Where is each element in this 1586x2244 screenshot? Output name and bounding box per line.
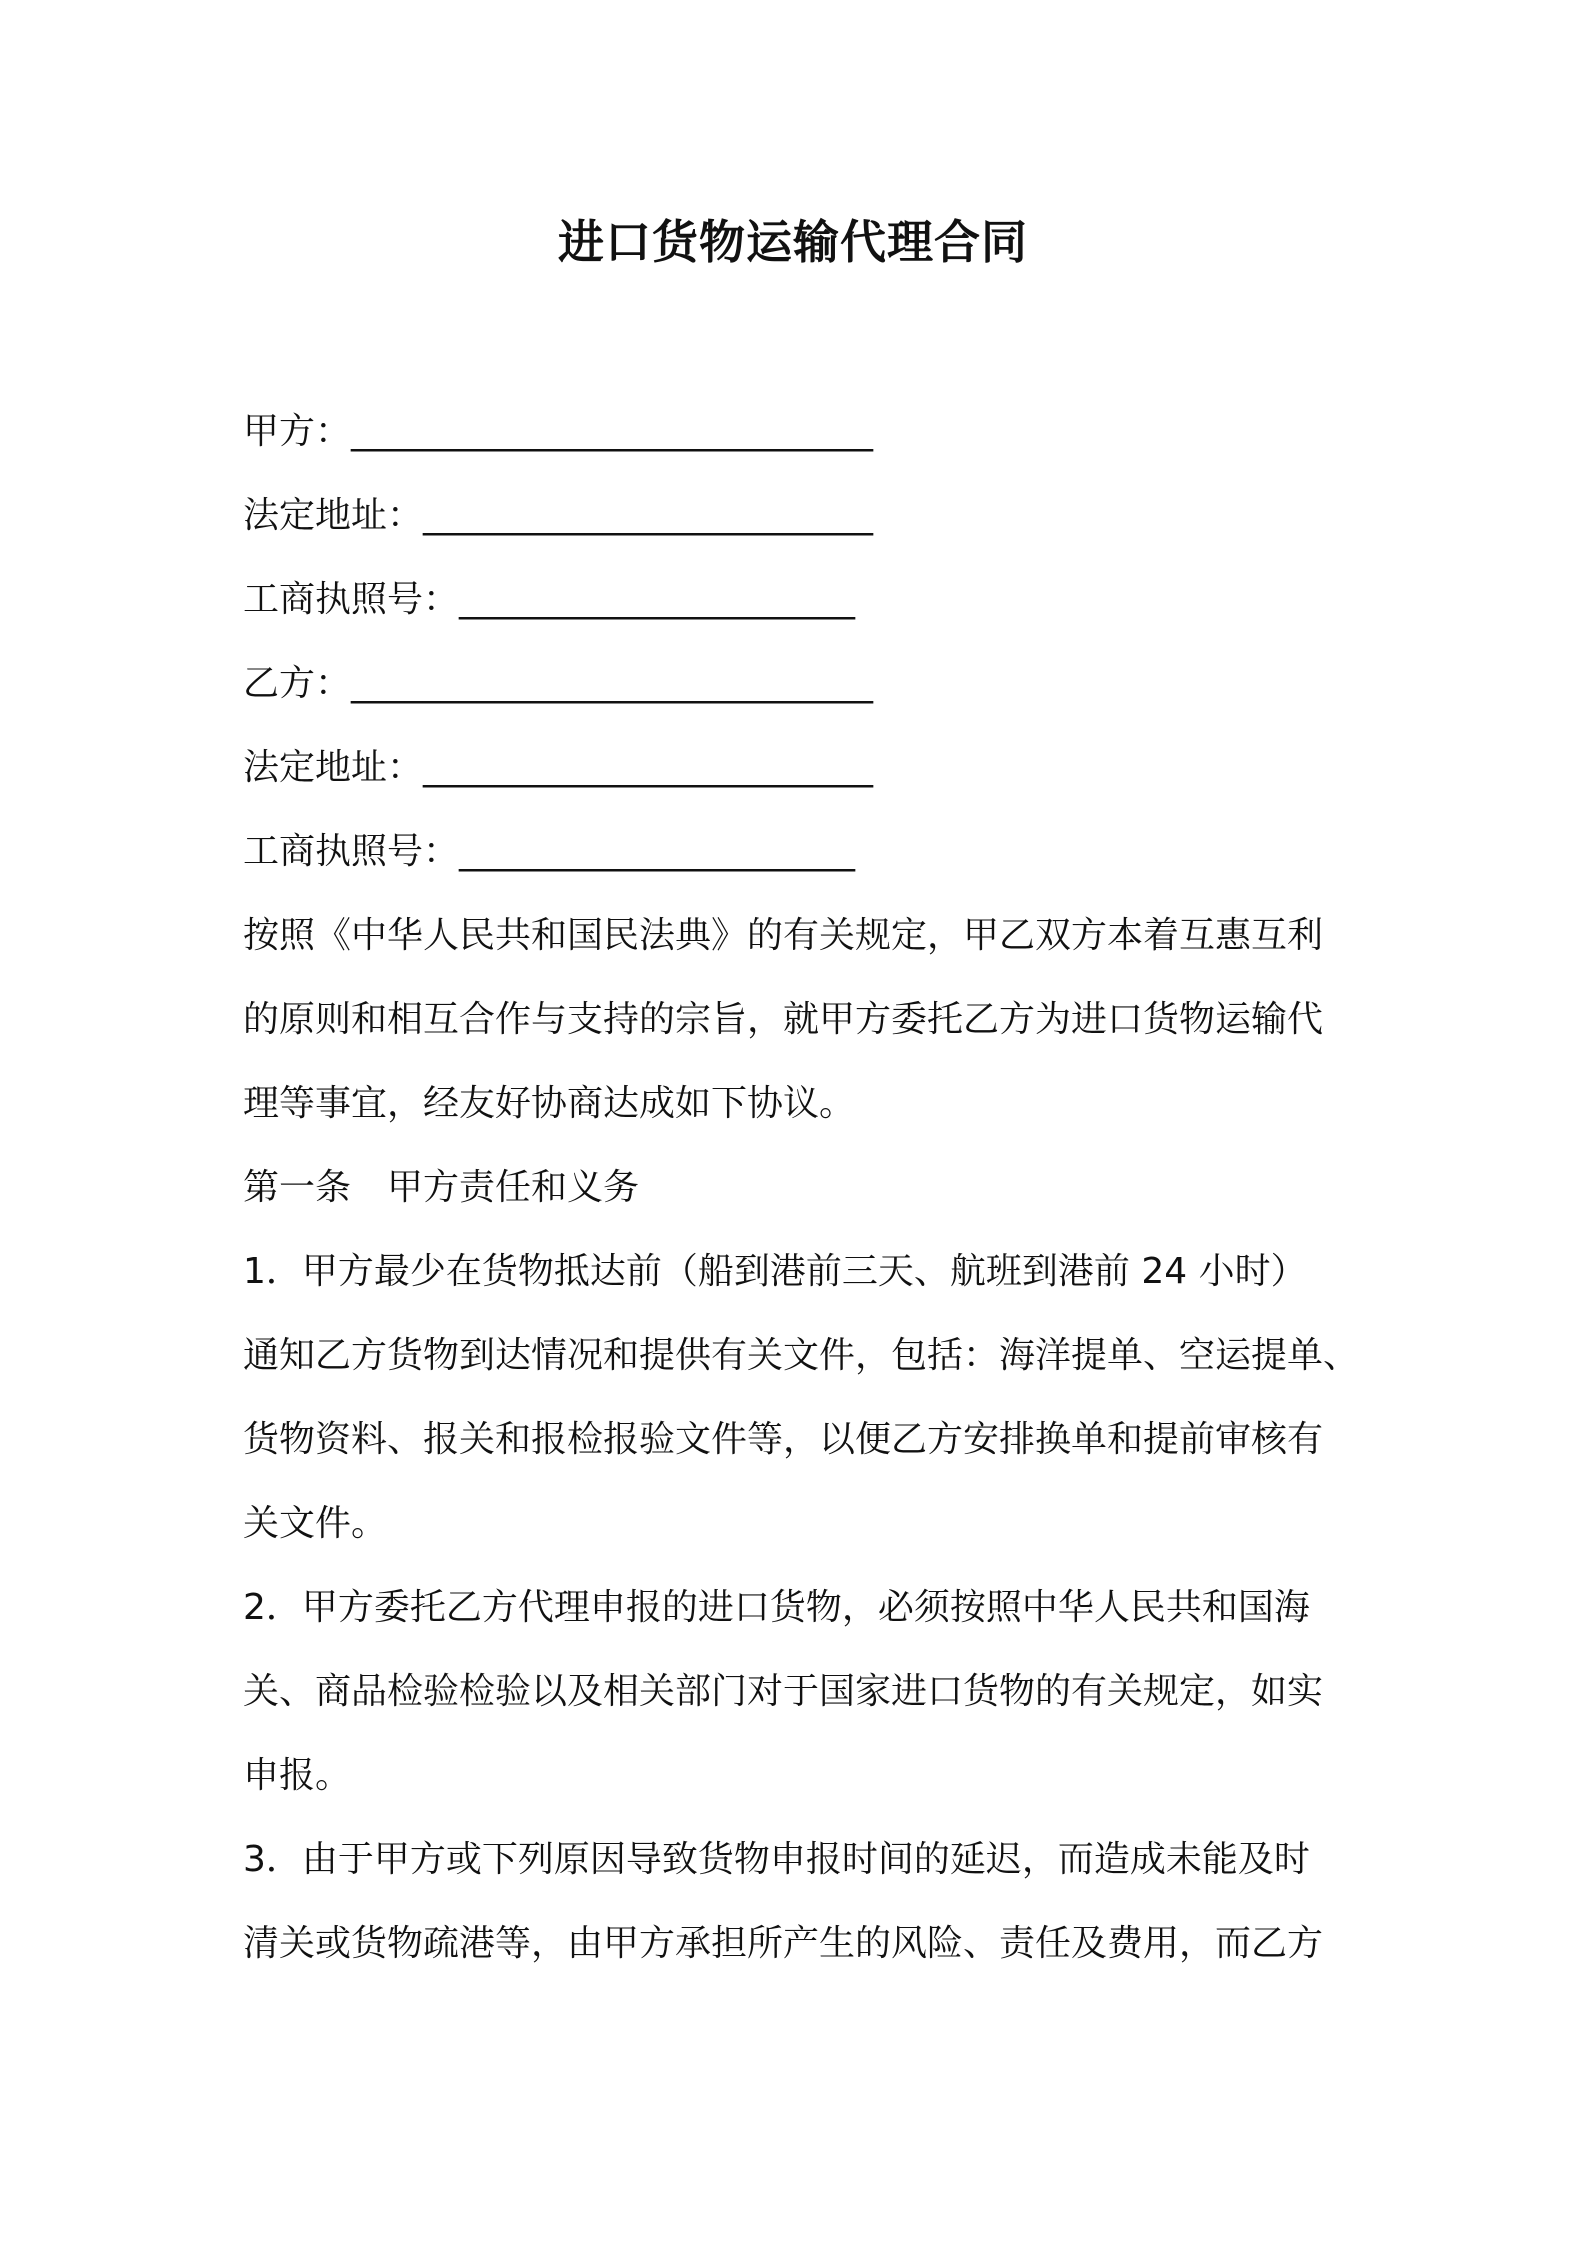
clause-3-line-1: 3．由于甲方或下列原因导致货物申报时间的延迟，而造成未能及时 <box>243 1839 1310 1880</box>
party-a-address-field: 法定地址：_________________________ <box>243 495 874 536</box>
clause-1-line-3: 货物资料、报关和报检报验文件等，以便乙方安排换单和提前审核有 <box>243 1419 1324 1460</box>
party-a-field: 甲方：_____________________________ <box>243 411 874 452</box>
party-b-license-field: 工商执照号：______________________ <box>243 831 856 872</box>
preamble-line-2: 的原则和相互合作与支持的宗旨，就甲方委托乙方为进口货物运输代 <box>243 999 1324 1040</box>
article-1-heading: 第一条 甲方责任和义务 <box>243 1167 640 1208</box>
clause-1-line-1: 1．甲方最少在货物抵达前（船到港前三天、航班到港前 24 小时） <box>243 1251 1307 1292</box>
party-a-license-field: 工商执照号：______________________ <box>243 579 856 620</box>
clause-3-line-2: 清关或货物疏港等，由甲方承担所产生的风险、责任及费用，而乙方 <box>243 1923 1324 1964</box>
clause-2-line-3: 申报。 <box>243 1755 352 1796</box>
clause-1-line-4: 关文件。 <box>243 1503 388 1544</box>
clause-2-line-1: 2．甲方委托乙方代理申报的进口货物，必须按照中华人民共和国海 <box>243 1587 1310 1628</box>
clause-2-line-2: 关、商品检验检验以及相关部门对于国家进口货物的有关规定，如实 <box>243 1671 1324 1712</box>
clause-1-line-2: 通知乙方货物到达情况和提供有关文件，包括：海洋提单、空运提单、 <box>243 1335 1360 1376</box>
party-b-field: 乙方：_____________________________ <box>243 663 874 704</box>
preamble-line-3: 理等事宜，经友好协商达成如下协议。 <box>243 1083 856 1124</box>
party-b-address-field: 法定地址：_________________________ <box>243 747 874 788</box>
contract-title: 进口货物运输代理合同 <box>558 215 1028 269</box>
preamble-line-1: 按照《中华人民共和国民法典》的有关规定，甲乙双方本着互惠互利 <box>243 915 1324 956</box>
